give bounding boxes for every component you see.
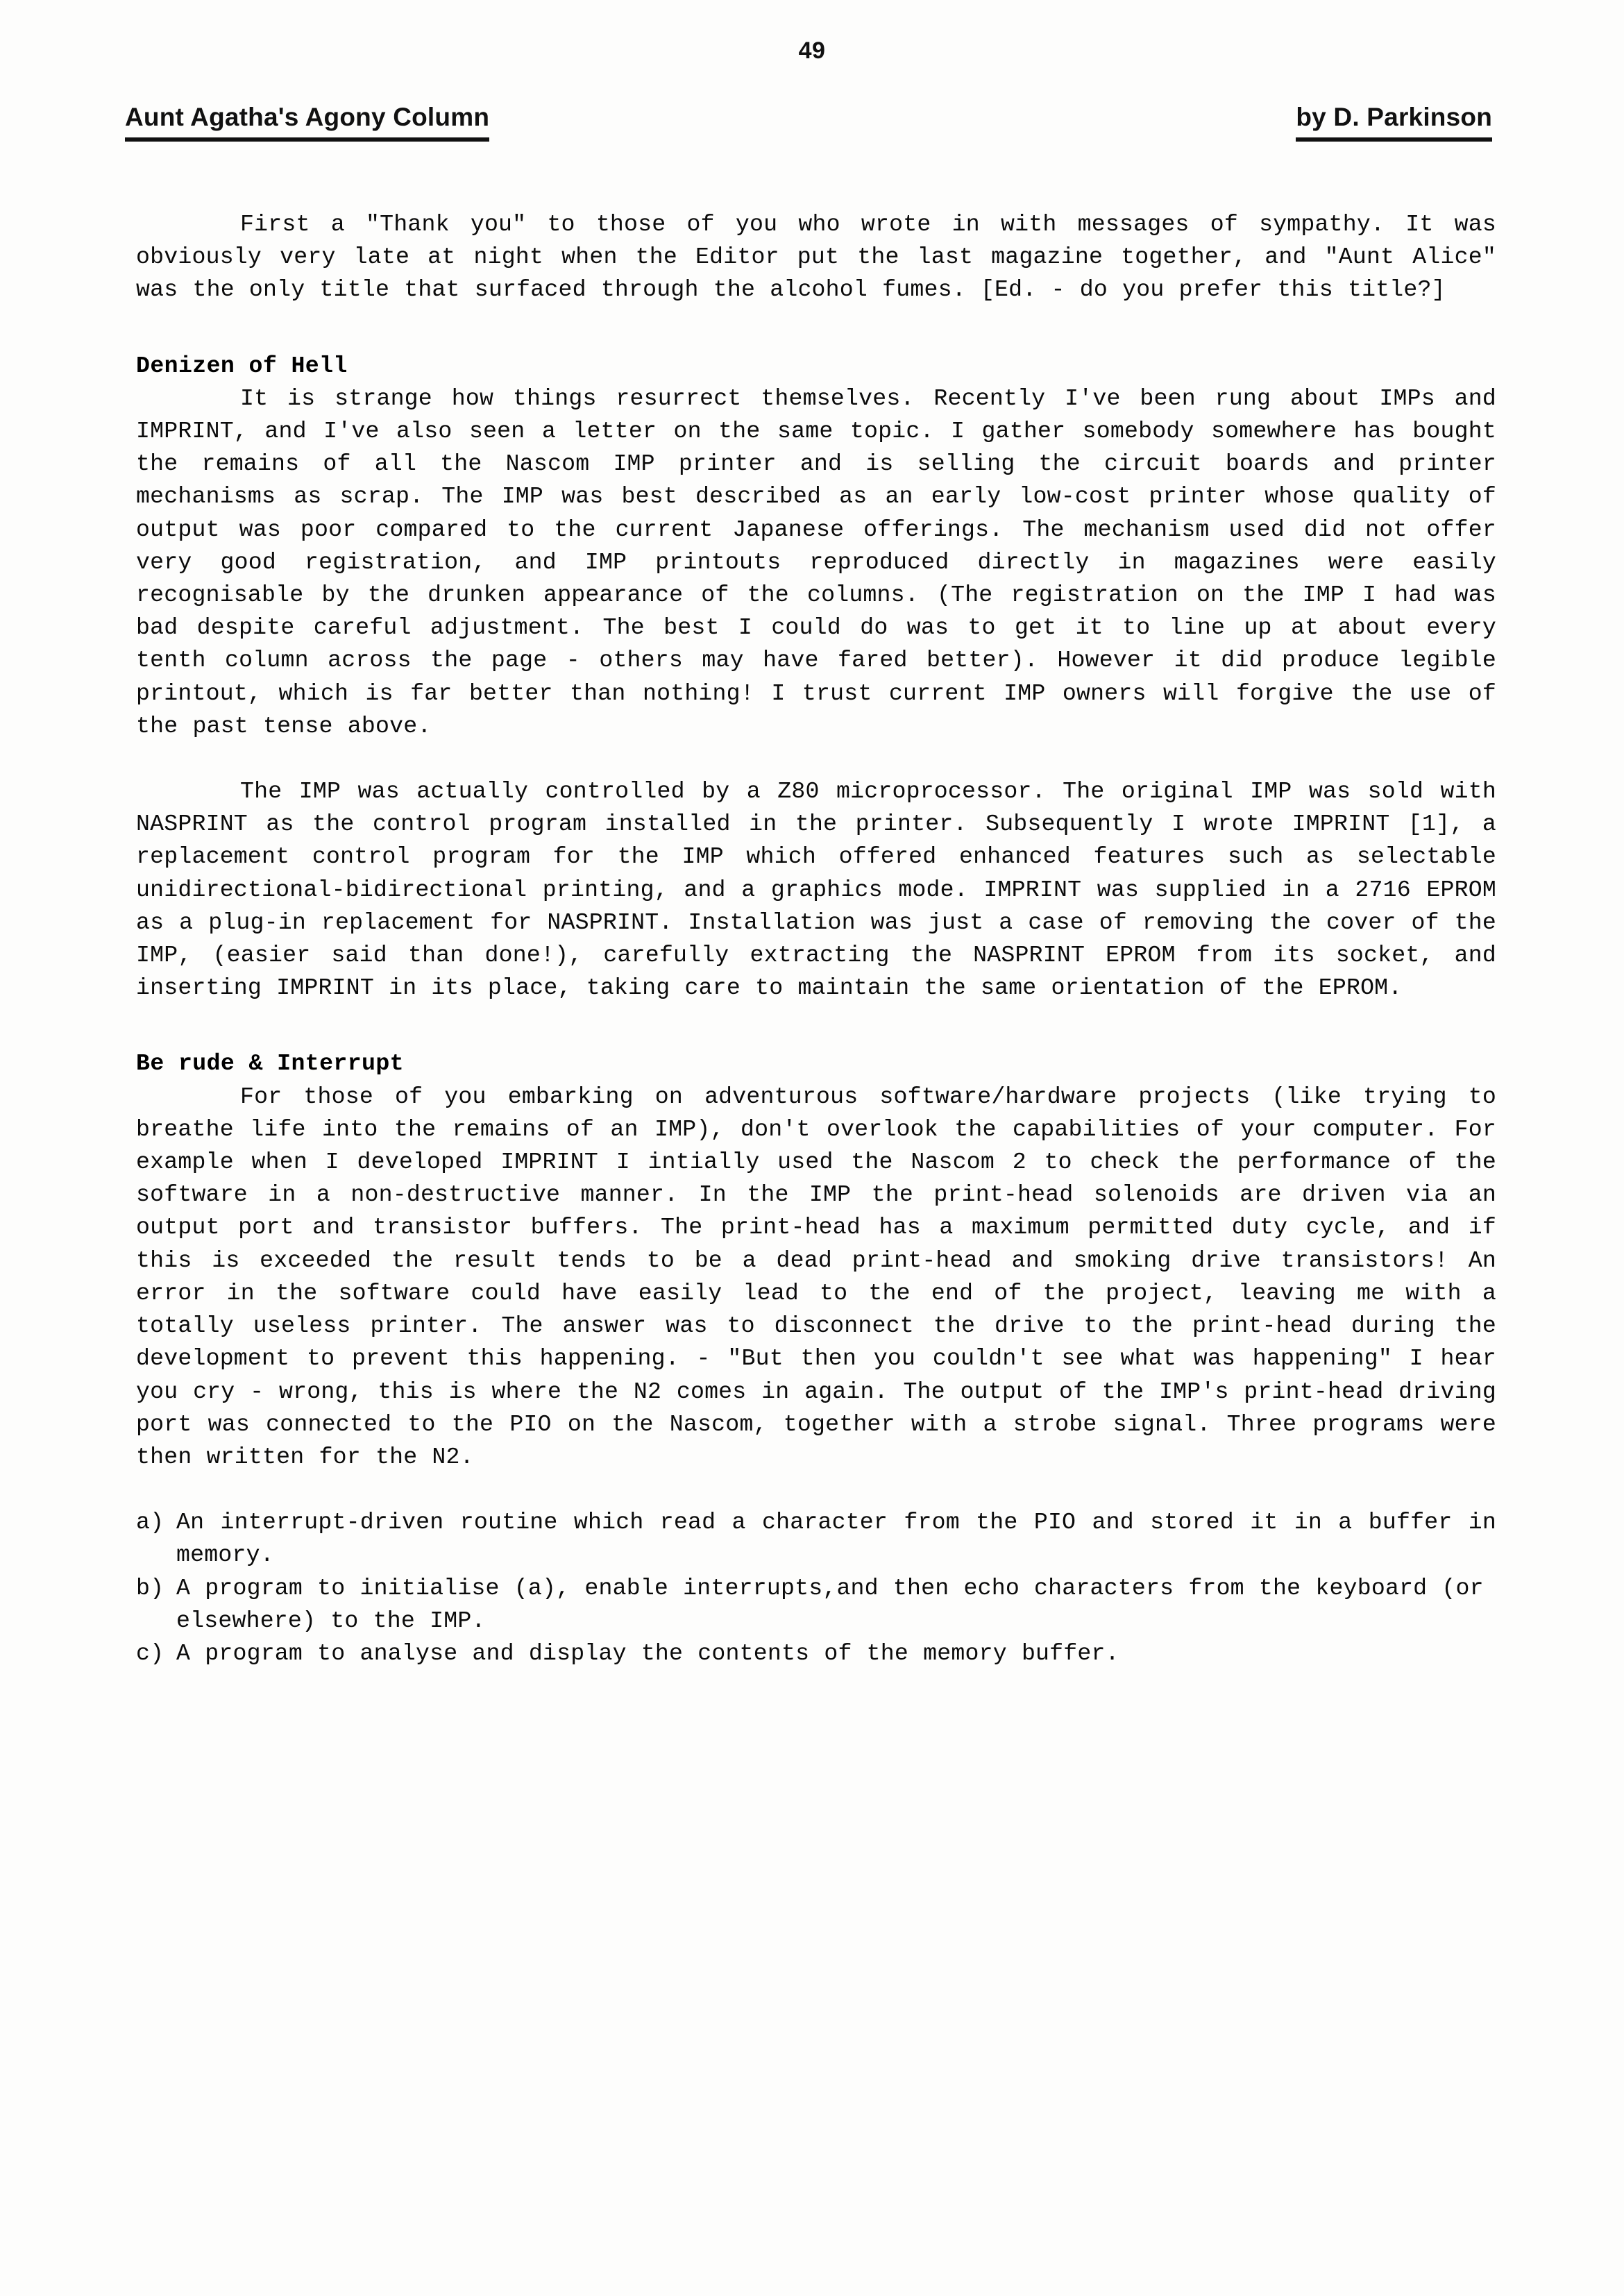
list-marker: c) <box>136 1639 164 1666</box>
list-marker: b) <box>136 1574 164 1601</box>
spacer <box>136 743 1496 775</box>
list-item <box>136 1572 1496 1637</box>
list-marker: a) <box>136 1509 164 1536</box>
spacer <box>136 1474 1496 1506</box>
spacer <box>136 307 1496 350</box>
section-heading-be-rude-and-interrupt: Be rude & Interrupt <box>136 1050 404 1077</box>
article-body <box>136 208 1496 1670</box>
denizen-paragraph-1: It is strange how things resurrect themselves. Recently I've been rung about IMPs and IMPRINT, and I've also seen a letter on the same topic. I gather somebody somewhere has bought the remains of all the Nascom IMP printer and is selling the circuit boards and printer mechanisms as scrap. The IMP was best described as an early low-cost printer whose quality of output was poor compared to the current Japanese offerings. The mechanism used did not offer very good registration, and IMP printouts reproduced directly in magazines were easily recognisable by the drunken appearance of the columns. (The registration on the IMP I had was bad despite careful adjustment. The best I could do was to get it to line up at about every tenth column across the page - others may have fared better). However it did produce legible printout, which is far better than nothing! I trust current IMP owners will forgive the use of the past tense above. <box>136 385 1496 739</box>
be-rude-paragraph-1: For those of you embarking on adventurous software/hardware projects (like trying to breathe life into the remains of an IMP), don't overlook the capabilities of your computer. For example when I developed IMPRINT I intially used the Nascom 2 to check the performance of the software in a non-destructive manner. In the IMP the print-head solenoids are driven via an output port and transistor buffers. The print-head has a maximum permitted duty cycle, and if this is exceeded the result tends to be a dead print-head and smoking drive transistors! An error in the software could have easily lead to the end of the project, leaving me with a totally useless printer. The answer was to disconnect the drive to the print-head during the development to prevent this happening. - "But then you couldn't see what was happening" I hear you cry - wrong, this is where the N2 comes in again. The output of the IMP's print-head driving port was connected to the PIO on the Nascom, together with a strobe signal. Three programs were then written for the N2. <box>136 1083 1496 1470</box>
list-item <box>136 1637 1496 1670</box>
section-heading-denizen-of-hell: Denizen of Hell <box>136 352 348 379</box>
list-item-text: A program to analyse and display the contents of the memory buffer. <box>176 1639 1119 1666</box>
program-list <box>136 1506 1496 1670</box>
denizen-paragraph-2: The IMP was actually controlled by a Z80 microprocessor. The original IMP was sold with NASPRINT as the control program installed in the printer. Subsequently I wrote IMPRINT [1], a replacement control program for the IMP which offered enhanced features such as selectable unidirectional-bidirectional printing, and a graphics mode. IMPRINT was supplied in a 2716 EPROM as a plug-in replacement for NASPRINT. Installation was just a case of removing the cover of the IMP, (easier said than done!), carefully extracting the NASPRINT EPROM from its socket, and inserting IMPRINT in its place, taking care to maintain the same orientation of the EPROM. <box>136 778 1496 1002</box>
list-item-text: A program to initialise (a), enable interrupts,and then echo characters from the keyboard (or elsewhere) to the IMP. <box>176 1574 1484 1634</box>
list-item-text: An interrupt-driven routine which read a character from the PIO and stored it in a buffer in memory. <box>176 1509 1496 1569</box>
list-item <box>136 1506 1496 1571</box>
column-title: Aunt Agatha's Agony Column <box>125 104 489 142</box>
spacer <box>136 1004 1496 1047</box>
page-number: 49 <box>798 37 826 64</box>
running-head <box>125 104 1492 142</box>
intro-paragraph: First a "Thank you" to those of you who wrote in with messages of sympathy. It was obviously very late at night when the Editor put the last magazine together, and "Aunt Alice" was the only title that surfaced through the alcohol fumes. [Ed. - do you prefer this title?] <box>136 211 1496 303</box>
author-byline: by D. Parkinson <box>1296 104 1492 142</box>
